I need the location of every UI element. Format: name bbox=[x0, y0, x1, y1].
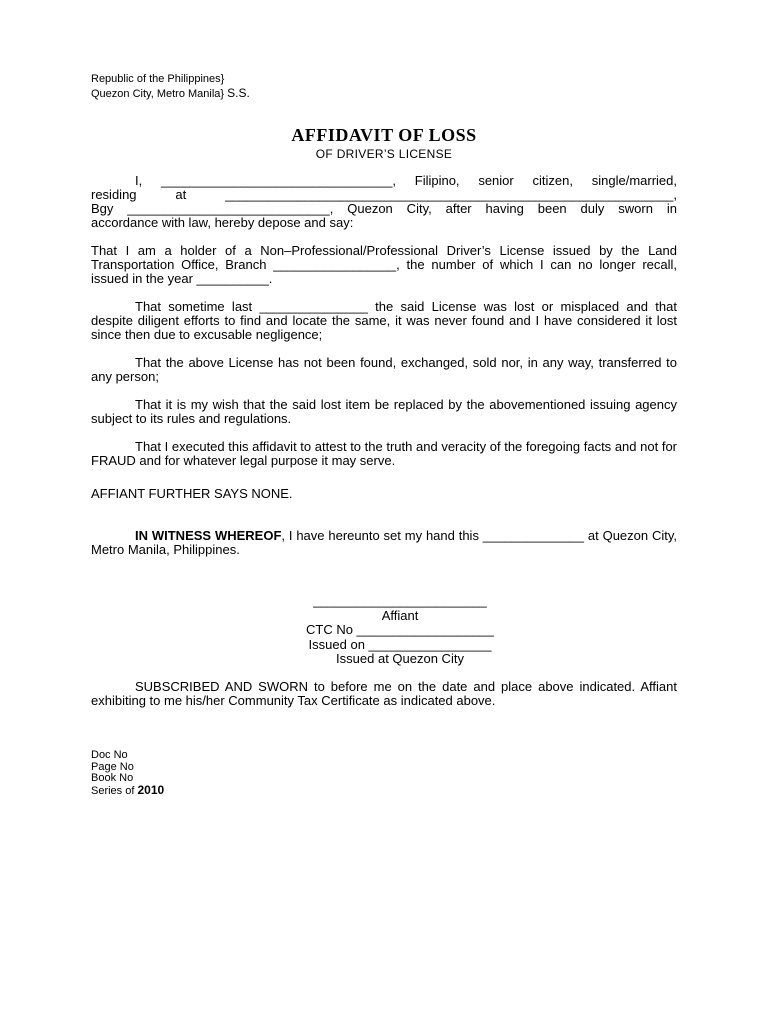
paragraph-replacement: That it is my wish that the said lost item be replaced by the abovementioned issuing agency subject to its rules and regulations. bbox=[91, 397, 677, 426]
venue-line-city bbox=[91, 86, 250, 101]
paragraph-holder: That I am a holder of a Non–Professional/Professional Driver’s License issued by the Land Transportation Office, Branch _________________, the number of which I can no longer recall, issued in the year __________. bbox=[91, 243, 677, 286]
paragraph-purpose: That I executed this affidavit to attest to the truth and veracity of the foregoing facts and not for FRAUD and for whatever legal purpose it may serve. bbox=[91, 439, 677, 468]
affiant-label: Affiant bbox=[381, 607, 419, 623]
affiant-further-says: AFFIANT FURTHER SAYS NONE. bbox=[91, 486, 293, 501]
intro-line-4: accordance with law, hereby depose and say: bbox=[91, 215, 354, 230]
issued-at-field: Issued at Quezon City bbox=[336, 651, 464, 666]
series-line bbox=[91, 782, 165, 798]
subscribed-sworn-text: SUBSCRIBED AND SWORN to before me on the date and place above indicated. Affiant exhibiting to me his/her Community Tax Certificate as indicated above. bbox=[91, 679, 677, 708]
document-title: AFFIDAVIT OF LOSS bbox=[291, 125, 477, 145]
intro-line-1: I, ________________________________, Filipino, senior citizen, single/married, bbox=[135, 173, 677, 188]
intro-line-2: residing at ______________________________________________________________, bbox=[91, 187, 677, 202]
intro-line-3: Bgy ____________________________, Quezon City, after having been duly sworn in bbox=[91, 201, 677, 216]
paragraph-lost: That sometime last _______________ the said License was lost or misplaced and that despite diligent efforts to find and locate the same, it was never found and I have considered it lost since then due to excusable negligence; bbox=[91, 299, 677, 342]
venue-line-country: Republic of the Philippines} bbox=[91, 73, 225, 85]
jurat-block bbox=[91, 680, 677, 708]
doc-no: Doc No bbox=[91, 749, 128, 761]
witness-paragraph bbox=[91, 529, 677, 557]
venue-city-text: Quezon City, Metro Manila} bbox=[91, 88, 225, 100]
issued-on-field: Issued on _________________ bbox=[308, 636, 492, 652]
signature-line: ________________________ bbox=[313, 593, 487, 608]
series-label: Series of bbox=[91, 784, 135, 797]
notarial-register bbox=[91, 750, 164, 797]
witness-heading: IN WITNESS WHEREOF bbox=[135, 528, 282, 543]
signature-block bbox=[230, 594, 570, 667]
book-no: Book No bbox=[91, 772, 134, 784]
ctc-number-field: CTC No ___________________ bbox=[306, 622, 494, 637]
page-no: Page No bbox=[91, 760, 134, 773]
document-subtitle: OF DRIVER’S LICENSE bbox=[315, 147, 453, 161]
venue-block bbox=[91, 72, 250, 101]
paragraph-not-found: That the above License has not been found, exchanged, sold nor, in any way, transferred to any person; bbox=[91, 355, 677, 384]
affidavit-body bbox=[91, 174, 677, 557]
series-year: 2010 bbox=[137, 782, 165, 797]
witness-text: , I have hereunto set my hand this ______________ at Quezon City, Metro Manila, Philippines. bbox=[91, 528, 678, 557]
venue-ss: S.S. bbox=[227, 86, 250, 100]
